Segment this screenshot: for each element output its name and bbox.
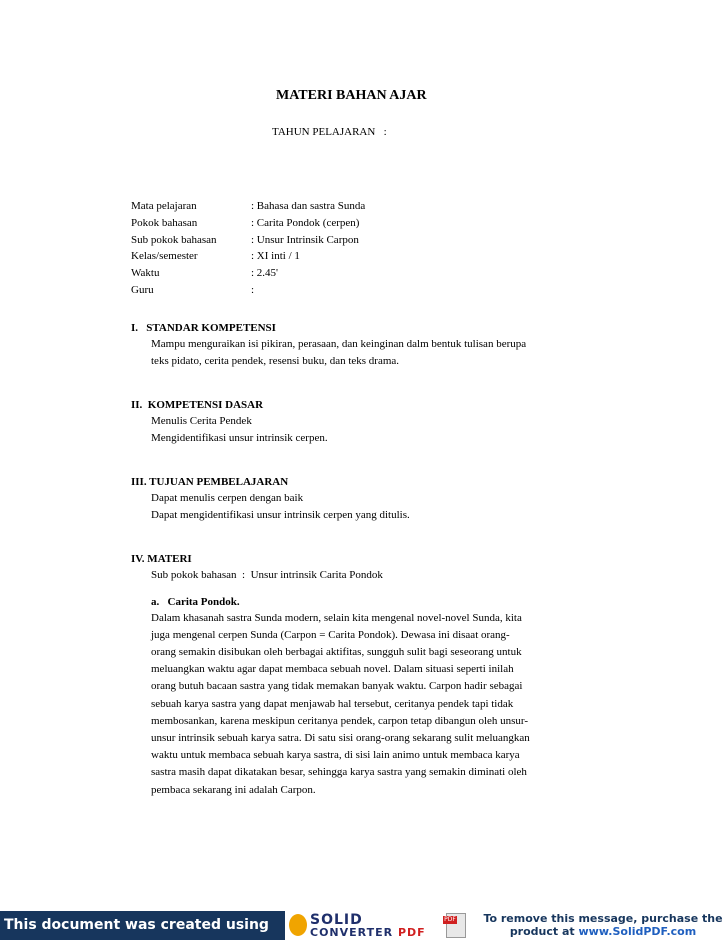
solid-converter-logo[interactable] — [286, 911, 472, 940]
section-heading: IV. MATERI — [131, 553, 192, 565]
paragraph-line: pembaca sekarang ini adalah Carpon. — [151, 783, 316, 796]
purchase-line-2 — [478, 925, 728, 938]
section-line: Dapat menulis cerpen dengan baik — [151, 492, 304, 504]
subject-info-table — [131, 198, 365, 299]
subtopic-line: Sub pokok bahasan : Unsur intrinsik Carita Pondok — [151, 569, 383, 581]
section-line: Mengidentifikasi unsur intrinsik cerpen. — [151, 431, 328, 444]
info-value: : — [251, 283, 255, 296]
info-key: Mata pelajaran — [131, 200, 197, 212]
info-key: Guru — [131, 283, 154, 296]
paragraph-line: juga mengenal cerpen Sunda (Carpon = Carita Pondok). Dewasa ini disaat orang- — [151, 628, 510, 641]
paragraph-line: meluangkan waktu agar dapat membaca sebuah novel. Dalam situasi seperti inilah — [151, 663, 514, 676]
footer-created-using-banner: This document was created using — [0, 911, 285, 940]
section-standar-kompetensi — [131, 320, 526, 369]
info-value: : Unsur Intrinsik Carpon — [251, 233, 359, 246]
footer-purchase-message — [478, 911, 728, 941]
info-value: : Bahasa dan sastra Sunda — [251, 200, 366, 212]
info-row-topic — [131, 215, 365, 232]
info-key: Kelas/semester — [131, 250, 198, 263]
paragraph-line: orang semakin disibukan oleh berbagai aktifitas, sungguh sulit bagi seseorang untuk — [151, 645, 522, 658]
info-row-teacher — [131, 282, 365, 299]
paragraph-line: Dalam khasanah sastra Sunda modern, selain kita mengenal novel-novel Sunda, kita — [151, 611, 522, 624]
section-line: Mampu menguraikan isi pikiran, perasaan, dan keinginan dalm bentuk tulisan berupa — [151, 338, 527, 350]
info-value: : Carita Pondok (cerpen) — [251, 216, 360, 229]
info-key: Sub pokok bahasan — [131, 233, 217, 246]
info-key: Pokok bahasan — [131, 216, 198, 229]
pdf-tag: PDF — [444, 916, 456, 923]
section-heading: I. STANDAR KOMPETENSI — [131, 322, 276, 334]
info-key: Waktu — [131, 267, 160, 280]
info-row-subtopic — [131, 232, 365, 249]
paragraph-line: orang butuh bacaan sastra yang tidak memakan banyak waktu. Carpon hadir sebagai — [151, 680, 523, 693]
section-kompetensi-dasar — [131, 397, 328, 446]
section-line: Dapat mengidentifikasi unsur intrinsik cerpen yang ditulis. — [151, 508, 410, 521]
info-row-time — [131, 265, 365, 282]
section-line: teks pidato, cerita pendek, resensi buku, dan teks drama. — [151, 354, 400, 367]
section-line: Menulis Cerita Pendek — [151, 415, 252, 427]
paragraph-line: sastra masih dapat dikatakan besar, sehingga karya sastra yang semakin diminati oleh — [151, 766, 527, 779]
purchase-prefix: product at — [509, 925, 579, 938]
logo-converter-word: CONVERTER — [310, 926, 394, 939]
academic-year-label: TAHUN PELAJARAN : — [272, 126, 387, 138]
section-materi — [131, 551, 563, 799]
section-heading: III. TUJUAN PEMBELAJARAN — [131, 476, 289, 488]
info-row-class — [131, 248, 365, 265]
info-value: : XI inti / 1 — [251, 250, 300, 263]
section-tujuan-pembelajaran — [131, 474, 410, 523]
paragraph-line: waktu untuk membaca sebuah karya sastra, di sisi lain animo untuk membaca karya — [151, 749, 520, 762]
paragraph-carita-pondok — [131, 610, 563, 799]
logo-converter-text — [310, 926, 426, 939]
document-title: MATERI BAHAN AJAR — [276, 88, 427, 103]
pdf-document-icon — [446, 913, 466, 938]
solidpdf-link[interactable]: www.SolidPDF.com — [578, 925, 697, 938]
paragraph-line: sebuah karya sastra yang dapat menjawab hal tersebut, ceritanya pendek tapi tidak — [151, 697, 514, 710]
solid-logo-icon — [289, 914, 307, 936]
logo-pdf-word: PDF — [397, 926, 426, 939]
paragraph-line: unsur intrinsik sebuah karya satra. Di satu sisi orang-orang sekarang sulit meluangkan — [151, 731, 530, 744]
subsection-heading: a. Carita Pondok. — [151, 595, 240, 608]
logo-solid-text: SOLID — [310, 912, 363, 928]
info-row-subject — [131, 198, 365, 215]
paragraph-line: membosankan, karena meskipun ceritanya pendek, carpon tetap dibangun oleh unsur- — [151, 714, 529, 727]
section-heading: II. KOMPETENSI DASAR — [131, 399, 264, 411]
purchase-line-1: To remove this message, purchase the — [483, 912, 723, 925]
info-value: : 2.45' — [251, 267, 279, 280]
